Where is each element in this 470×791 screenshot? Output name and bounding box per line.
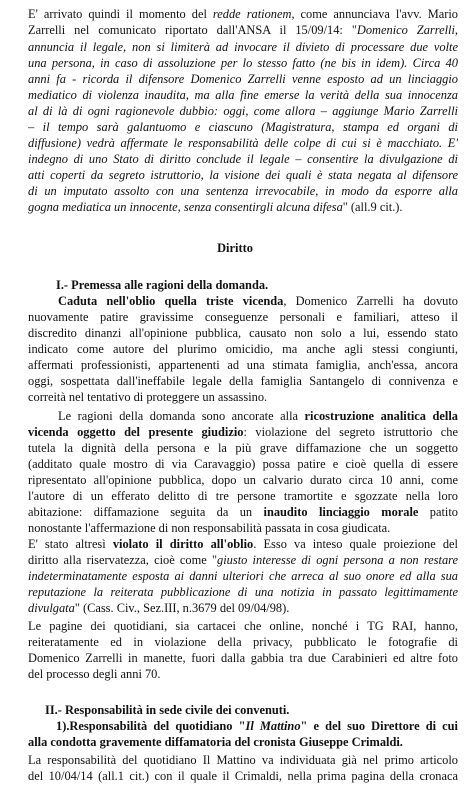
text-line: l'autore di un efferato delitto di tre persone tramortite e sgozzate nella loro <box>28 489 458 503</box>
text-line: annuncia il legale, non si limiterà ad invocare il divieto di processare due volte <box>28 40 458 54</box>
text-line: atti coperti da segreto istruttorio, la visione dei quali è stata negata al difensore <box>28 168 458 182</box>
text-line: Zarrelli nel comunicato riportato dall'ANSA il 15/09/14: "Domenico Zarrelli, <box>28 23 458 37</box>
text-line: Le ragioni della domanda sono ancorate alla ricostruzione analitica della <box>58 409 458 423</box>
text-line: E' arrivato quindi il momento del redde rationem, come annunciava l'avv. Mario <box>28 7 458 21</box>
text-line: vicenda oggetto del presente giudizio: violazione del segreto istruttorio che <box>28 425 458 439</box>
text-line: divulgata" (Cass. Civ., Sez.III, n.3679 del 09/04/98). <box>28 601 290 615</box>
text-line: discredito dinanzi all'opinione pubblica, causato non solo a lui, essendo stato <box>28 326 458 340</box>
text-line: indicato come autore del plurimo omicidio, ma anche agli stessi congiunti, <box>28 342 458 356</box>
text-line: diritto alla riservatezza, cioè come "giusto interesse di ogni persona a non restare <box>28 553 458 567</box>
text-line: mediatico di violenza inaudita, ma alla fine emerse la verità della sua innocenza <box>28 88 458 102</box>
text-line: anni fa - ricorda il difensore Domenico Zarrelli venne esposto ad un linciaggio <box>28 72 458 86</box>
subsection-title: alla condotta gravemente diffamatoria del cronista Giuseppe Crimaldi. <box>28 735 403 749</box>
section-title: I.- Premessa alle ragioni della domanda. <box>56 278 269 292</box>
text-line: correità nel tentativo di proteggere un assassino. <box>28 390 268 404</box>
text-line: nuovamente patire gravissime conseguenze personali e familiari, atteso il <box>28 310 458 324</box>
text-line: diffusione) vedrà affermate le responsabilità delle colpe di cui si è macchiato. E' <box>28 136 458 150</box>
text-line: gogna mediatica un innocente, senza consentirgli alcuna difesa" (all.9 cit.). <box>28 200 403 214</box>
text-line: indeterminatamente esposta ai danni ulteriori che arreca al suo onore ed alla sua <box>28 569 458 583</box>
text-line: del processo degli anni 70. <box>28 667 161 681</box>
text-line: Le pagine dei quotidiani, sia cartacei che online, nonché i TG RAI, hanno, <box>28 619 458 633</box>
text-line: affermati professionisti, appartenenti ad una stimata famiglia, anch'essa, ancora <box>28 358 458 372</box>
text-line: E' stato altresì violato il diritto all'oblio. Esso va inteso quale proiezione del <box>28 537 458 551</box>
text-line: (additato quale mostro di via Caravaggio) possa patire e cioè quella di essere <box>28 457 458 471</box>
text-line: La responsabilità del quotidiano Il Mattino va individuata già nel primo articolo <box>28 753 458 767</box>
text-line: Domenico Zarrelli in manette, fuori dalla gabbia tra due Carabinieri ed altre foto <box>28 651 458 665</box>
text-line: oggi, sospettata dall'ineffabile legale della famiglia Santangelo di connivenza e <box>28 374 458 388</box>
text-line: reiteratamente ed in violazione della privacy, pubblicato le fotografie di <box>28 635 458 649</box>
section-title: II.- Responsabilità in sede civile dei convenuti. <box>45 703 290 717</box>
text-line: – il tempo sarà galantuomo e ciascuno (Magistratura, stampa ed organi di <box>28 120 458 134</box>
text-line: tutela la dignità della persona e la più grave diffamazione che un soggetto <box>28 441 458 455</box>
text-line: di un imputato assolto con una sentenza irrevocabile, in modo da esporre alla <box>28 184 458 198</box>
text-line: una persona, in caso di assoluzione per lo stesso fatto (ne bis in idem). Circa 40 <box>28 56 458 70</box>
section-heading: Diritto <box>217 241 253 255</box>
subsection-title: 1).Responsabilità del quotidiano "Il Mattino" e del suo Direttore di cui <box>56 719 458 733</box>
text-line: nonostante l'affermazione di non responsabilità passata in cosa giudicata. <box>28 521 391 535</box>
text-line: indegno di uno Stato di diritto conclude il legale – consentire la divulgazione di <box>28 152 458 166</box>
text-line: del 10/04/14 (all.1 cit.) con il quale il Crimaldi, nella prima pagina della cronaca <box>28 769 458 783</box>
text-line: reputazione la reiterata pubblicazione di una notizia in passato legittimamente <box>28 585 458 599</box>
text-line: ripresentato all'opinione pubblica, dopo un calvario durato circa 10 anni, come <box>28 473 458 487</box>
text-line: Caduta nell'oblio quella triste vicenda, Domenico Zarrelli ha dovuto <box>58 294 458 308</box>
text-line: abitazione: diffamazione seguita da un inaudito linciaggio morale patito <box>28 505 458 519</box>
text-line: al di là di ogni ragionevole dubbio: oggi, come allora – aggiunge Mario Zarrelli <box>28 104 458 118</box>
